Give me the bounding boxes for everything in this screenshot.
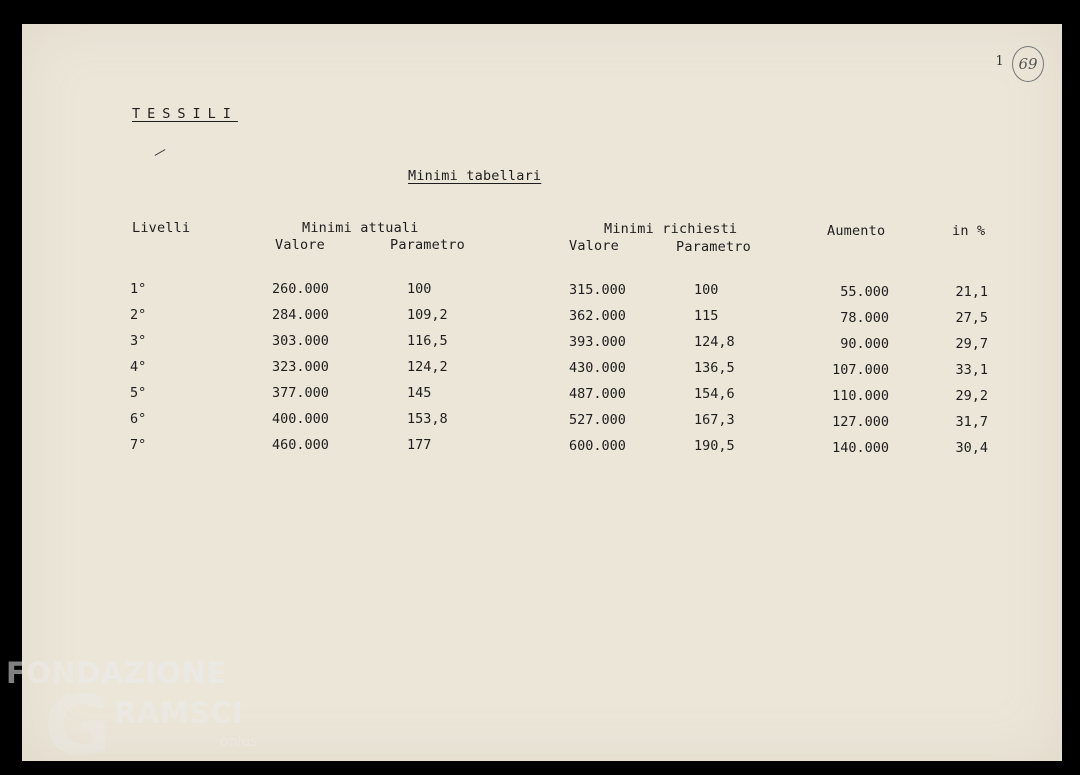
cell-livello: 2° [130,307,147,323]
cell-ric-param: 136,5 [694,360,735,376]
cell-ric-param: 154,6 [694,386,735,402]
pen-mark [155,149,166,156]
cell-livello: 1° [130,281,147,297]
cell-ric-param: 167,3 [694,412,735,428]
table-subtitle: Minimi tabellari [408,168,542,184]
watermark-letter: G [44,679,112,774]
header-parametro-attuali: Parametro [390,237,465,253]
cell-aumento: 140.000 [832,440,889,456]
cell-att-param: 116,5 [407,333,448,349]
cell-att-valore: 377.000 [272,385,329,401]
cell-ric-param: 100 [694,282,719,298]
page-number: 1 [995,54,1004,69]
cell-att-valore: 460.000 [272,437,329,453]
cell-aumento: 90.000 [840,336,889,352]
cell-ric-param: 115 [694,308,719,324]
cell-perc: 30,4 [955,440,988,456]
table-row [22,437,1062,457]
cell-aumento: 127.000 [832,414,889,430]
cell-att-valore: 400.000 [272,411,329,427]
cell-livello: 6° [130,411,147,427]
cell-livello: 3° [130,333,147,349]
cell-ric-valore: 362.000 [569,308,626,324]
cell-att-param: 100 [407,281,432,297]
header-valore-attuali: Valore [275,237,325,253]
cell-aumento: 78.000 [840,310,889,326]
watermark-line2: RAMSCI [114,696,244,730]
table-row [22,385,1062,405]
cell-ric-param: 190,5 [694,438,735,454]
cell-livello: 7° [130,437,147,453]
cell-aumento: 55.000 [840,284,889,300]
cell-att-param: 177 [407,437,432,453]
cell-att-param: 153,8 [407,411,448,427]
cell-perc: 29,7 [955,336,988,352]
cell-livello: 4° [130,359,147,375]
table-row [22,359,1062,379]
watermark-line1: FONDAZIONE [6,656,227,690]
cell-aumento: 110.000 [832,388,889,404]
header-aumento: Aumento [827,223,886,239]
header-minimi-richiesti: Minimi richiesti [604,221,738,237]
cell-att-param: 124,2 [407,359,448,375]
cell-perc: 21,1 [955,284,988,300]
archive-number-stamp: 69 [1012,46,1044,82]
document-title: TESSILI [132,106,238,122]
header-minimi-attuali: Minimi attuali [302,220,419,236]
cell-livello: 5° [130,385,147,401]
cell-ric-param: 124,8 [694,334,735,350]
cell-att-valore: 260.000 [272,281,329,297]
cell-att-param: 145 [407,385,432,401]
cell-perc: 31,7 [955,414,988,430]
table-row [22,333,1062,353]
watermark-line3: onlus [220,734,258,750]
cell-att-valore: 323.000 [272,359,329,375]
cell-ric-valore: 315.000 [569,282,626,298]
watermark-logo [6,656,276,774]
cell-aumento: 107.000 [832,362,889,378]
cell-perc: 33,1 [955,362,988,378]
cell-ric-valore: 600.000 [569,438,626,454]
cell-att-valore: 303.000 [272,333,329,349]
cell-ric-valore: 487.000 [569,386,626,402]
table-row [22,307,1062,327]
cell-perc: 27,5 [955,310,988,326]
document-sheet [6,24,1062,774]
header-parametro-richiesti: Parametro [676,239,751,255]
header-percent: in % [952,223,986,239]
header-livelli: Livelli [132,220,191,236]
table-row [22,411,1062,431]
cell-att-valore: 284.000 [272,307,329,323]
cell-att-param: 109,2 [407,307,448,323]
cell-perc: 29,2 [955,388,988,404]
header-valore-richiesti: Valore [569,238,619,254]
cell-ric-valore: 527.000 [569,412,626,428]
table-row [22,281,1062,301]
cell-ric-valore: 393.000 [569,334,626,350]
cell-ric-valore: 430.000 [569,360,626,376]
